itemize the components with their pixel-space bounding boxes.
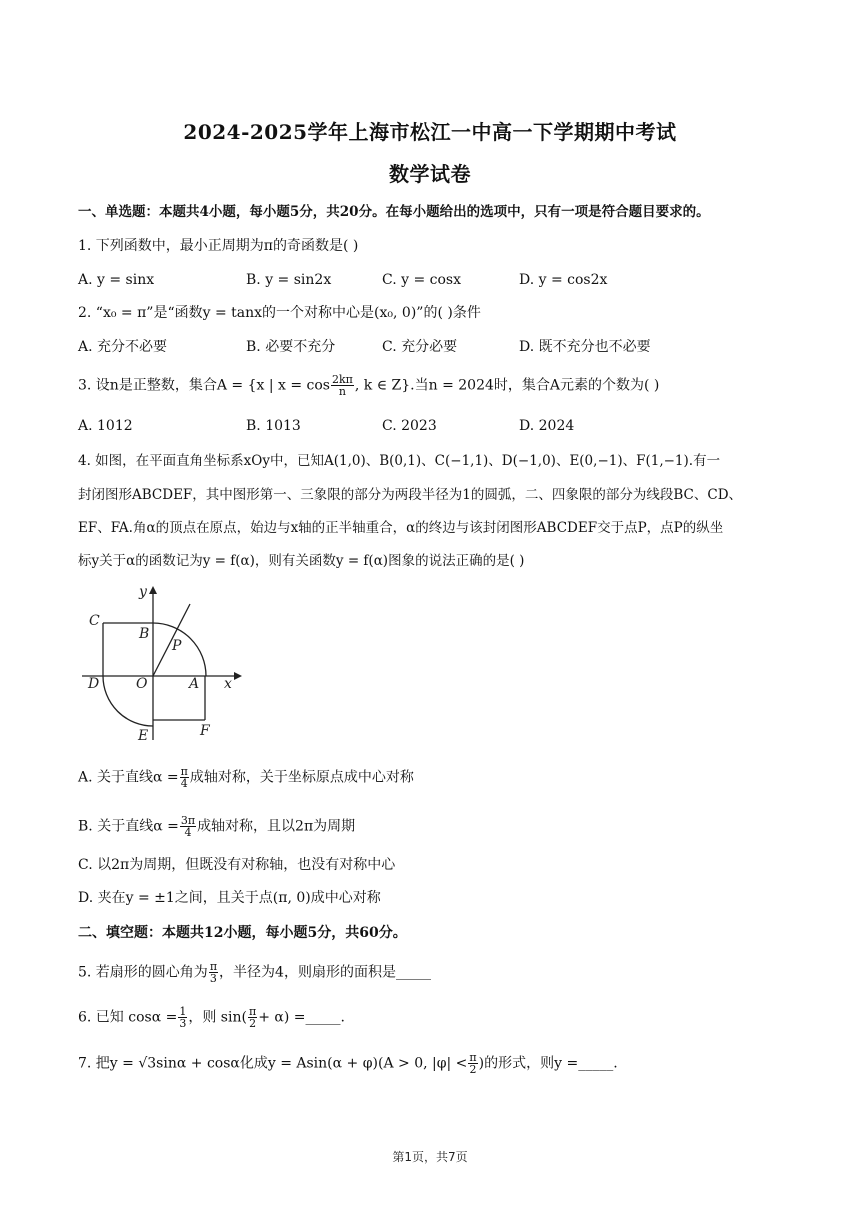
q3-frac-num: 2kπ (331, 373, 353, 386)
q2-option-b: B. 必要不充分 (246, 339, 336, 355)
q1-option-d: D. y = cos2x (519, 272, 608, 288)
label-a: A (189, 676, 200, 692)
q3-stem-after: , k ∈ Z}.当n = 2024时，集合A元素的个数为( ) (354, 377, 660, 394)
page-footer: 第1页，共7页 (392, 1150, 468, 1164)
q5-den: 3 (209, 972, 217, 985)
label-x: x (224, 676, 232, 692)
q5-num: π (209, 960, 218, 973)
q4-line-1: 4. 如图，在平面直角坐标系xOy中，已知A(1,0)、B(0,1)、C(−1,1)、D(−1,0)、E(0,−1)、F(1,−1).有一 (78, 453, 721, 469)
q4-option-b (78, 815, 355, 838)
q2-option-a: A. 充分不必要 (78, 339, 168, 355)
q1-option-a: A. y = sinx (78, 272, 155, 288)
x-axis-arrow (234, 672, 242, 680)
q4-option-b-num: 3π (180, 814, 196, 827)
q7-before: 7. 把y = √3sinα + cosα化成y = Asin(α + φ)(A > 0, |φ| < (78, 1055, 468, 1072)
q4-option-a-num: π (180, 765, 188, 778)
q3-fraction (331, 374, 354, 397)
q5-before: 5. 若扇形的圆心角为 (78, 964, 208, 981)
q4-option-a-fraction (180, 766, 189, 789)
q4-option-b-fraction (180, 815, 196, 838)
q7-den: 2 (469, 1063, 477, 1076)
label-p: P (172, 638, 182, 654)
q4-option-b-before: B. 关于直线α = (78, 818, 179, 835)
exam-title: 2024-2025学年上海市松江一中高一下学期期中考试 (183, 120, 677, 144)
label-d: D (88, 676, 100, 692)
q7-after: )的形式，则y =_____. (478, 1055, 618, 1072)
q6-fraction-1 (178, 1006, 187, 1029)
label-b: B (139, 626, 150, 642)
q6-after: + α) =_____. (258, 1009, 345, 1026)
exam-subtitle: 数学试卷 (389, 162, 471, 186)
q1-stem: 1. 下列函数中，最小正周期为π的奇函数是( ) (78, 238, 359, 254)
q3-option-d: D. 2024 (519, 418, 575, 434)
q1-option-b: B. y = sin2x (246, 272, 332, 288)
q6-stem (78, 1006, 345, 1029)
label-c: C (89, 613, 100, 629)
q2-stem: 2. “x₀ = π”是“函数y = tanx的一个对称中心是(x₀, 0)”的( )条件 (78, 305, 481, 321)
q4-option-b-den: 4 (184, 826, 192, 839)
q6-before: 6. 已知 cosα = (78, 1009, 178, 1026)
q4-option-a-before: A. 关于直线α = (78, 769, 179, 786)
q6-den: 3 (179, 1017, 187, 1030)
q3-option-b: B. 1013 (246, 418, 301, 434)
q7-fraction (468, 1052, 477, 1075)
q6-fraction-2 (248, 1006, 257, 1029)
q7-num: π (469, 1051, 477, 1064)
q4-line-3: EF、FA.角α的顶点在原点，始边与x轴的正半轴重合，α的终边与该封闭图形ABCDEF交于点P，点P的纵坐 (78, 520, 724, 536)
q7-stem (78, 1052, 618, 1075)
q3-stem (78, 374, 659, 397)
q4-option-d: D. 夹在y = ±1之间，且关于点(π, 0)成中心对称 (78, 890, 381, 906)
section2-heading: 二、填空题：本题共12小题，每小题5分，共60分。 (78, 925, 407, 941)
q4-figure (78, 580, 248, 750)
q6-mid: ，则 sin( (188, 1009, 247, 1026)
q6-num2: π (248, 1005, 257, 1018)
q4-option-a-after: 成轴对称，关于坐标原点成中心对称 (189, 769, 414, 786)
q3-option-c: C. 2023 (382, 418, 437, 434)
q2-option-c: C. 充分必要 (382, 339, 458, 355)
label-f: F (200, 723, 210, 739)
q4-line-2: 封闭图形ABCDEF，其中图形第一、三象限的部分为两段半径为1的圆弧，二、四象限的部分为线段BC、CD、 (78, 487, 743, 503)
q4-line-4: 标y关于α的函数记为y = f(α)，则有关函数y = f(α)图象的说法正确的是( ) (78, 553, 525, 569)
q6-num: 1 (179, 1005, 187, 1018)
q3-frac-den: n (338, 385, 346, 398)
q5-after: ，半径为4，则扇形的面积是_____ (219, 964, 431, 981)
label-o: O (136, 676, 148, 692)
label-y: y (139, 584, 147, 600)
q4-option-a (78, 766, 414, 789)
q5-fraction (209, 961, 218, 984)
y-axis-arrow (149, 586, 157, 594)
q3-option-a: A. 1012 (78, 418, 133, 434)
q4-option-a-den: 4 (180, 777, 188, 790)
q2-option-d: D. 既不充分也不必要 (519, 339, 651, 355)
q1-option-c: C. y = cosx (382, 272, 462, 288)
q4-option-c: C. 以2π为周期，但既没有对称轴，也没有对称中心 (78, 857, 396, 873)
section1-heading: 一、单选题：本题共4小题，每小题5分，共20分。在每小题给出的选项中，只有一项是符合题目要求的。 (78, 204, 710, 220)
q6-den2: 2 (249, 1017, 257, 1030)
label-e: E (138, 728, 149, 744)
q3-stem-before: 3. 设n是正整数，集合A = {x | x = cos (78, 377, 330, 394)
q5-stem (78, 961, 431, 984)
q4-option-b-after: 成轴对称，且以2π为周期 (197, 818, 356, 835)
